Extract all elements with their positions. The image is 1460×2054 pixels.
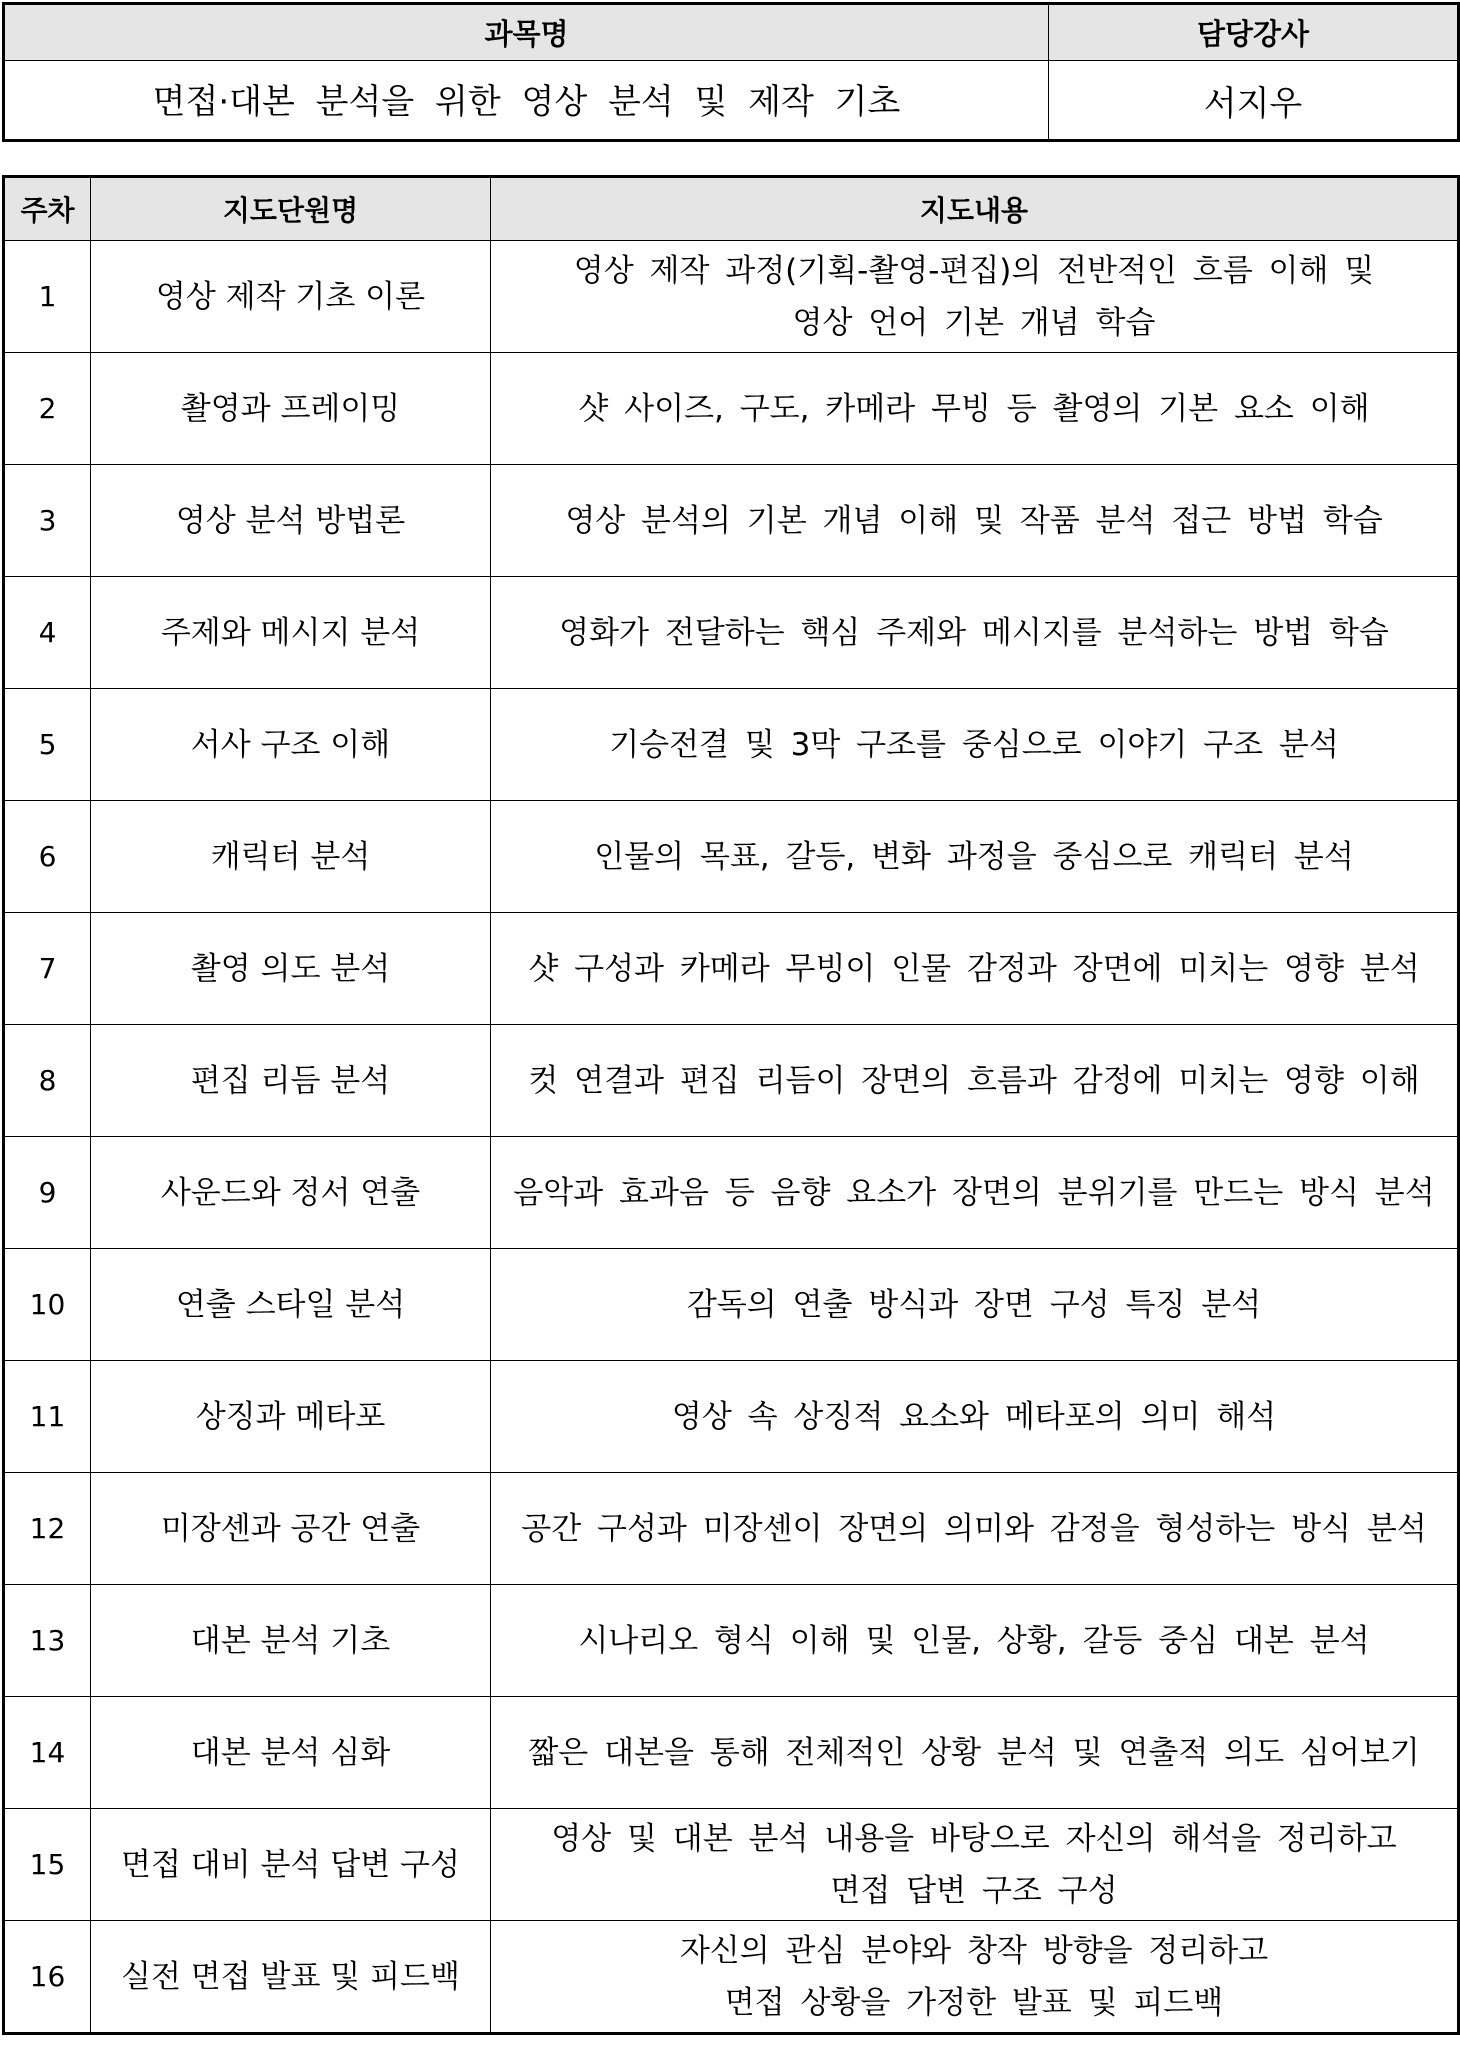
unit-name: 대본 분석 심화 (91, 1697, 491, 1809)
table-row (4, 1025, 1459, 1137)
week-number: 16 (4, 1921, 91, 2034)
unit-name: 촬영 의도 분석 (91, 913, 491, 1025)
unit-name: 미장센과 공간 연출 (91, 1473, 491, 1585)
unit-name: 촬영과 프레이밍 (91, 353, 491, 465)
content-line: 영상 분석의 기본 개념 이해 및 작품 분석 접근 방법 학습 (565, 502, 1383, 539)
unit-column-header: 지도단원명 (91, 177, 491, 241)
unit-name: 연출 스타일 분석 (91, 1249, 491, 1361)
week-number: 12 (4, 1473, 91, 1585)
course-name: 면접·대본 분석을 위한 영상 분석 및 제작 기초 (4, 61, 1049, 141)
week-number: 5 (4, 689, 91, 801)
instructor-name: 서지우 (1049, 61, 1459, 141)
content-line: 컷 연결과 편집 리듬이 장면의 흐름과 감정에 미치는 영향 이해 (528, 1062, 1420, 1099)
week-column-header: 주차 (4, 177, 91, 241)
week-number: 6 (4, 801, 91, 913)
table-row (4, 1361, 1459, 1473)
content-line: 면접 답변 구조 구성 (830, 1872, 1118, 1909)
week-number: 4 (4, 577, 91, 689)
week-number: 7 (4, 913, 91, 1025)
course-info-table (2, 2, 1460, 142)
content-line: 공간 구성과 미장센이 장면의 의미와 감정을 형성하는 방식 분석 (521, 1510, 1427, 1547)
instructor-header: 담당강사 (1049, 4, 1459, 61)
table-row (4, 1697, 1459, 1809)
week-number: 1 (4, 241, 91, 353)
week-number: 15 (4, 1809, 91, 1921)
unit-name: 영상 제작 기초 이론 (91, 241, 491, 353)
unit-content (491, 1921, 1459, 2034)
unit-content (491, 353, 1459, 465)
table-row (4, 1809, 1459, 1921)
unit-content (491, 1249, 1459, 1361)
content-column-header: 지도내용 (491, 177, 1459, 241)
table-row (4, 689, 1459, 801)
table-row (4, 353, 1459, 465)
table-row (4, 577, 1459, 689)
course-header-row (4, 4, 1459, 61)
unit-content (491, 1697, 1459, 1809)
content-line: 기승전결 및 3막 구조를 중심으로 이야기 구조 분석 (609, 726, 1339, 763)
schedule-table (2, 175, 1460, 2035)
unit-name: 사운드와 정서 연출 (91, 1137, 491, 1249)
unit-name: 영상 분석 방법론 (91, 465, 491, 577)
week-number: 14 (4, 1697, 91, 1809)
table-row (4, 1249, 1459, 1361)
unit-name: 면접 대비 분석 답변 구성 (91, 1809, 491, 1921)
table-row (4, 1137, 1459, 1249)
content-line: 인물의 목표, 갈등, 변화 과정을 중심으로 캐릭터 분석 (594, 838, 1354, 875)
unit-content (491, 1137, 1459, 1249)
unit-name: 실전 면접 발표 및 피드백 (91, 1921, 491, 2034)
unit-content (491, 241, 1459, 353)
content-line: 짧은 대본을 통해 전체적인 상황 분석 및 연출적 의도 심어보기 (528, 1734, 1420, 1771)
table-row (4, 801, 1459, 913)
content-line: 영상 속 상징적 요소와 메타포의 의미 해석 (671, 1398, 1277, 1435)
unit-content (491, 1585, 1459, 1697)
week-number: 9 (4, 1137, 91, 1249)
unit-content (491, 465, 1459, 577)
content-line: 영상 제작 과정(기획-촬영-편집)의 전반적인 흐름 이해 및 (573, 252, 1375, 289)
unit-name: 편집 리듬 분석 (91, 1025, 491, 1137)
course-value-row (4, 61, 1459, 141)
content-line: 샷 사이즈, 구도, 카메라 무빙 등 촬영의 기본 요소 이해 (578, 390, 1370, 427)
unit-content (491, 1361, 1459, 1473)
schedule-header-row (4, 177, 1459, 241)
content-line: 감독의 연출 방식과 장면 구성 특징 분석 (686, 1286, 1262, 1323)
unit-content (491, 1809, 1459, 1921)
unit-content (491, 577, 1459, 689)
unit-content (491, 1025, 1459, 1137)
week-number: 10 (4, 1249, 91, 1361)
content-line: 음악과 효과음 등 음향 요소가 장면의 분위기를 만드는 방식 분석 (513, 1174, 1435, 1211)
content-line: 자신의 관심 분야와 창작 방향을 정리하고 (679, 1932, 1269, 1969)
unit-content (491, 801, 1459, 913)
table-row (4, 465, 1459, 577)
unit-name: 상징과 메타포 (91, 1361, 491, 1473)
table-row (4, 241, 1459, 353)
week-number: 8 (4, 1025, 91, 1137)
week-number: 13 (4, 1585, 91, 1697)
unit-content (491, 1473, 1459, 1585)
table-row (4, 1473, 1459, 1585)
week-number: 2 (4, 353, 91, 465)
table-row (4, 1921, 1459, 2034)
content-line: 영상 및 대본 분석 내용을 바탕으로 자신의 해석을 정리하고 (551, 1820, 1397, 1857)
week-number: 3 (4, 465, 91, 577)
content-line: 영상 언어 기본 개념 학습 (792, 304, 1156, 341)
schedule-body (4, 241, 1459, 2034)
unit-content (491, 689, 1459, 801)
content-line: 샷 구성과 카메라 무빙이 인물 감정과 장면에 미치는 영향 분석 (528, 950, 1420, 987)
unit-name: 대본 분석 기초 (91, 1585, 491, 1697)
week-number: 11 (4, 1361, 91, 1473)
unit-name: 주제와 메시지 분석 (91, 577, 491, 689)
table-row (4, 913, 1459, 1025)
content-line: 영화가 전달하는 핵심 주제와 메시지를 분석하는 방법 학습 (559, 614, 1389, 651)
unit-name: 캐릭터 분석 (91, 801, 491, 913)
course-name-header: 과목명 (4, 4, 1049, 61)
content-line: 시나리오 형식 이해 및 인물, 상황, 갈등 중심 대본 분석 (578, 1622, 1370, 1659)
content-line: 면접 상황을 가정한 발표 및 피드백 (724, 1984, 1224, 2021)
table-row (4, 1585, 1459, 1697)
unit-content (491, 913, 1459, 1025)
unit-name: 서사 구조 이해 (91, 689, 491, 801)
